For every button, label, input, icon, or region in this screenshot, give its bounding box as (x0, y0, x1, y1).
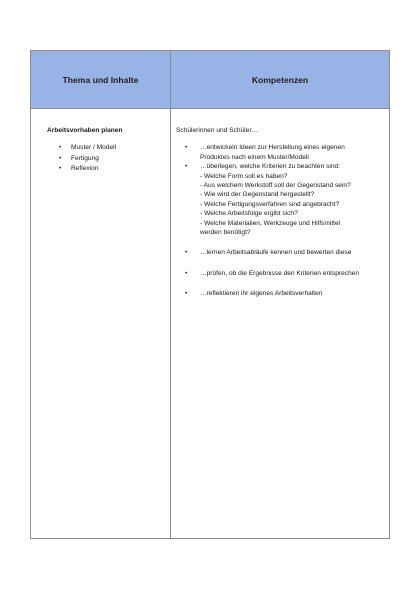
competency-line: …entwickeln Ideen zur Herstellung eines eigenen (200, 144, 345, 152)
topic-list (47, 143, 165, 175)
topic-item-label: Fertigung (71, 154, 99, 162)
competency-item (176, 162, 386, 237)
topic-item (47, 154, 165, 165)
bullet-icon: • (185, 163, 188, 171)
bullet-icon: • (185, 290, 188, 298)
competency-line: - Welche Form soll es haben? (200, 172, 288, 180)
competency-item (176, 248, 386, 257)
topics-cell (47, 126, 165, 175)
topic-item-label: Reflexion (71, 165, 99, 172)
competency-item (176, 143, 386, 162)
competency-table (30, 50, 390, 539)
bullet-icon: • (185, 269, 188, 277)
competency-line: …prüfen, ob die Ergebnisse den Kriterien entsprechen (200, 269, 360, 277)
topic-item (47, 164, 165, 175)
competency-line: - Welche Fertigungsverfahren sind angebracht? (200, 200, 340, 208)
competency-item (176, 289, 386, 298)
header-competencies: Kompetenzen (251, 74, 309, 85)
competency-line: werden benötigt? (200, 229, 251, 237)
competencies-intro: Schülerinnen und Schüler… (176, 127, 259, 134)
topic-title: Arbeitsvorhaben planen (47, 127, 123, 134)
competency-line: …lernen Arbeitsabläufe kennen und bewerten diese (200, 249, 352, 257)
competency-line: …reflektieren ihr eigenes Arbeitsverhalten (200, 290, 323, 298)
bullet-icon: • (185, 144, 188, 152)
bullet-icon: • (59, 154, 62, 162)
header-topics: Thema und Inhalte (62, 74, 139, 85)
topic-item (47, 143, 165, 154)
bullet-icon: • (59, 144, 62, 151)
bullet-icon: • (185, 249, 188, 257)
bullet-icon: • (59, 165, 62, 172)
competency-item (176, 269, 386, 278)
competency-line: - Welche Arbeitsfolge ergibt sich? (200, 210, 298, 218)
competencies-cell (176, 126, 386, 299)
competency-line: - Wie wird der Gegenstand hergestellt? (200, 191, 315, 199)
competency-line: - Aus welchem Werkstoff soll der Gegenstand sein? (200, 182, 351, 190)
competency-line: …überlegen, welche Kriterien zu beachten sind: (200, 163, 341, 171)
competency-line: Produktes nach einem Muster/Modell (200, 153, 309, 161)
competency-list (176, 143, 386, 298)
table-header-row (31, 51, 389, 109)
competency-line: - Welche Materialien, Werkzeuge und Hilfsmittel (200, 219, 341, 227)
column-divider (170, 51, 171, 538)
topic-item-label: Muster / Modell (71, 144, 117, 151)
